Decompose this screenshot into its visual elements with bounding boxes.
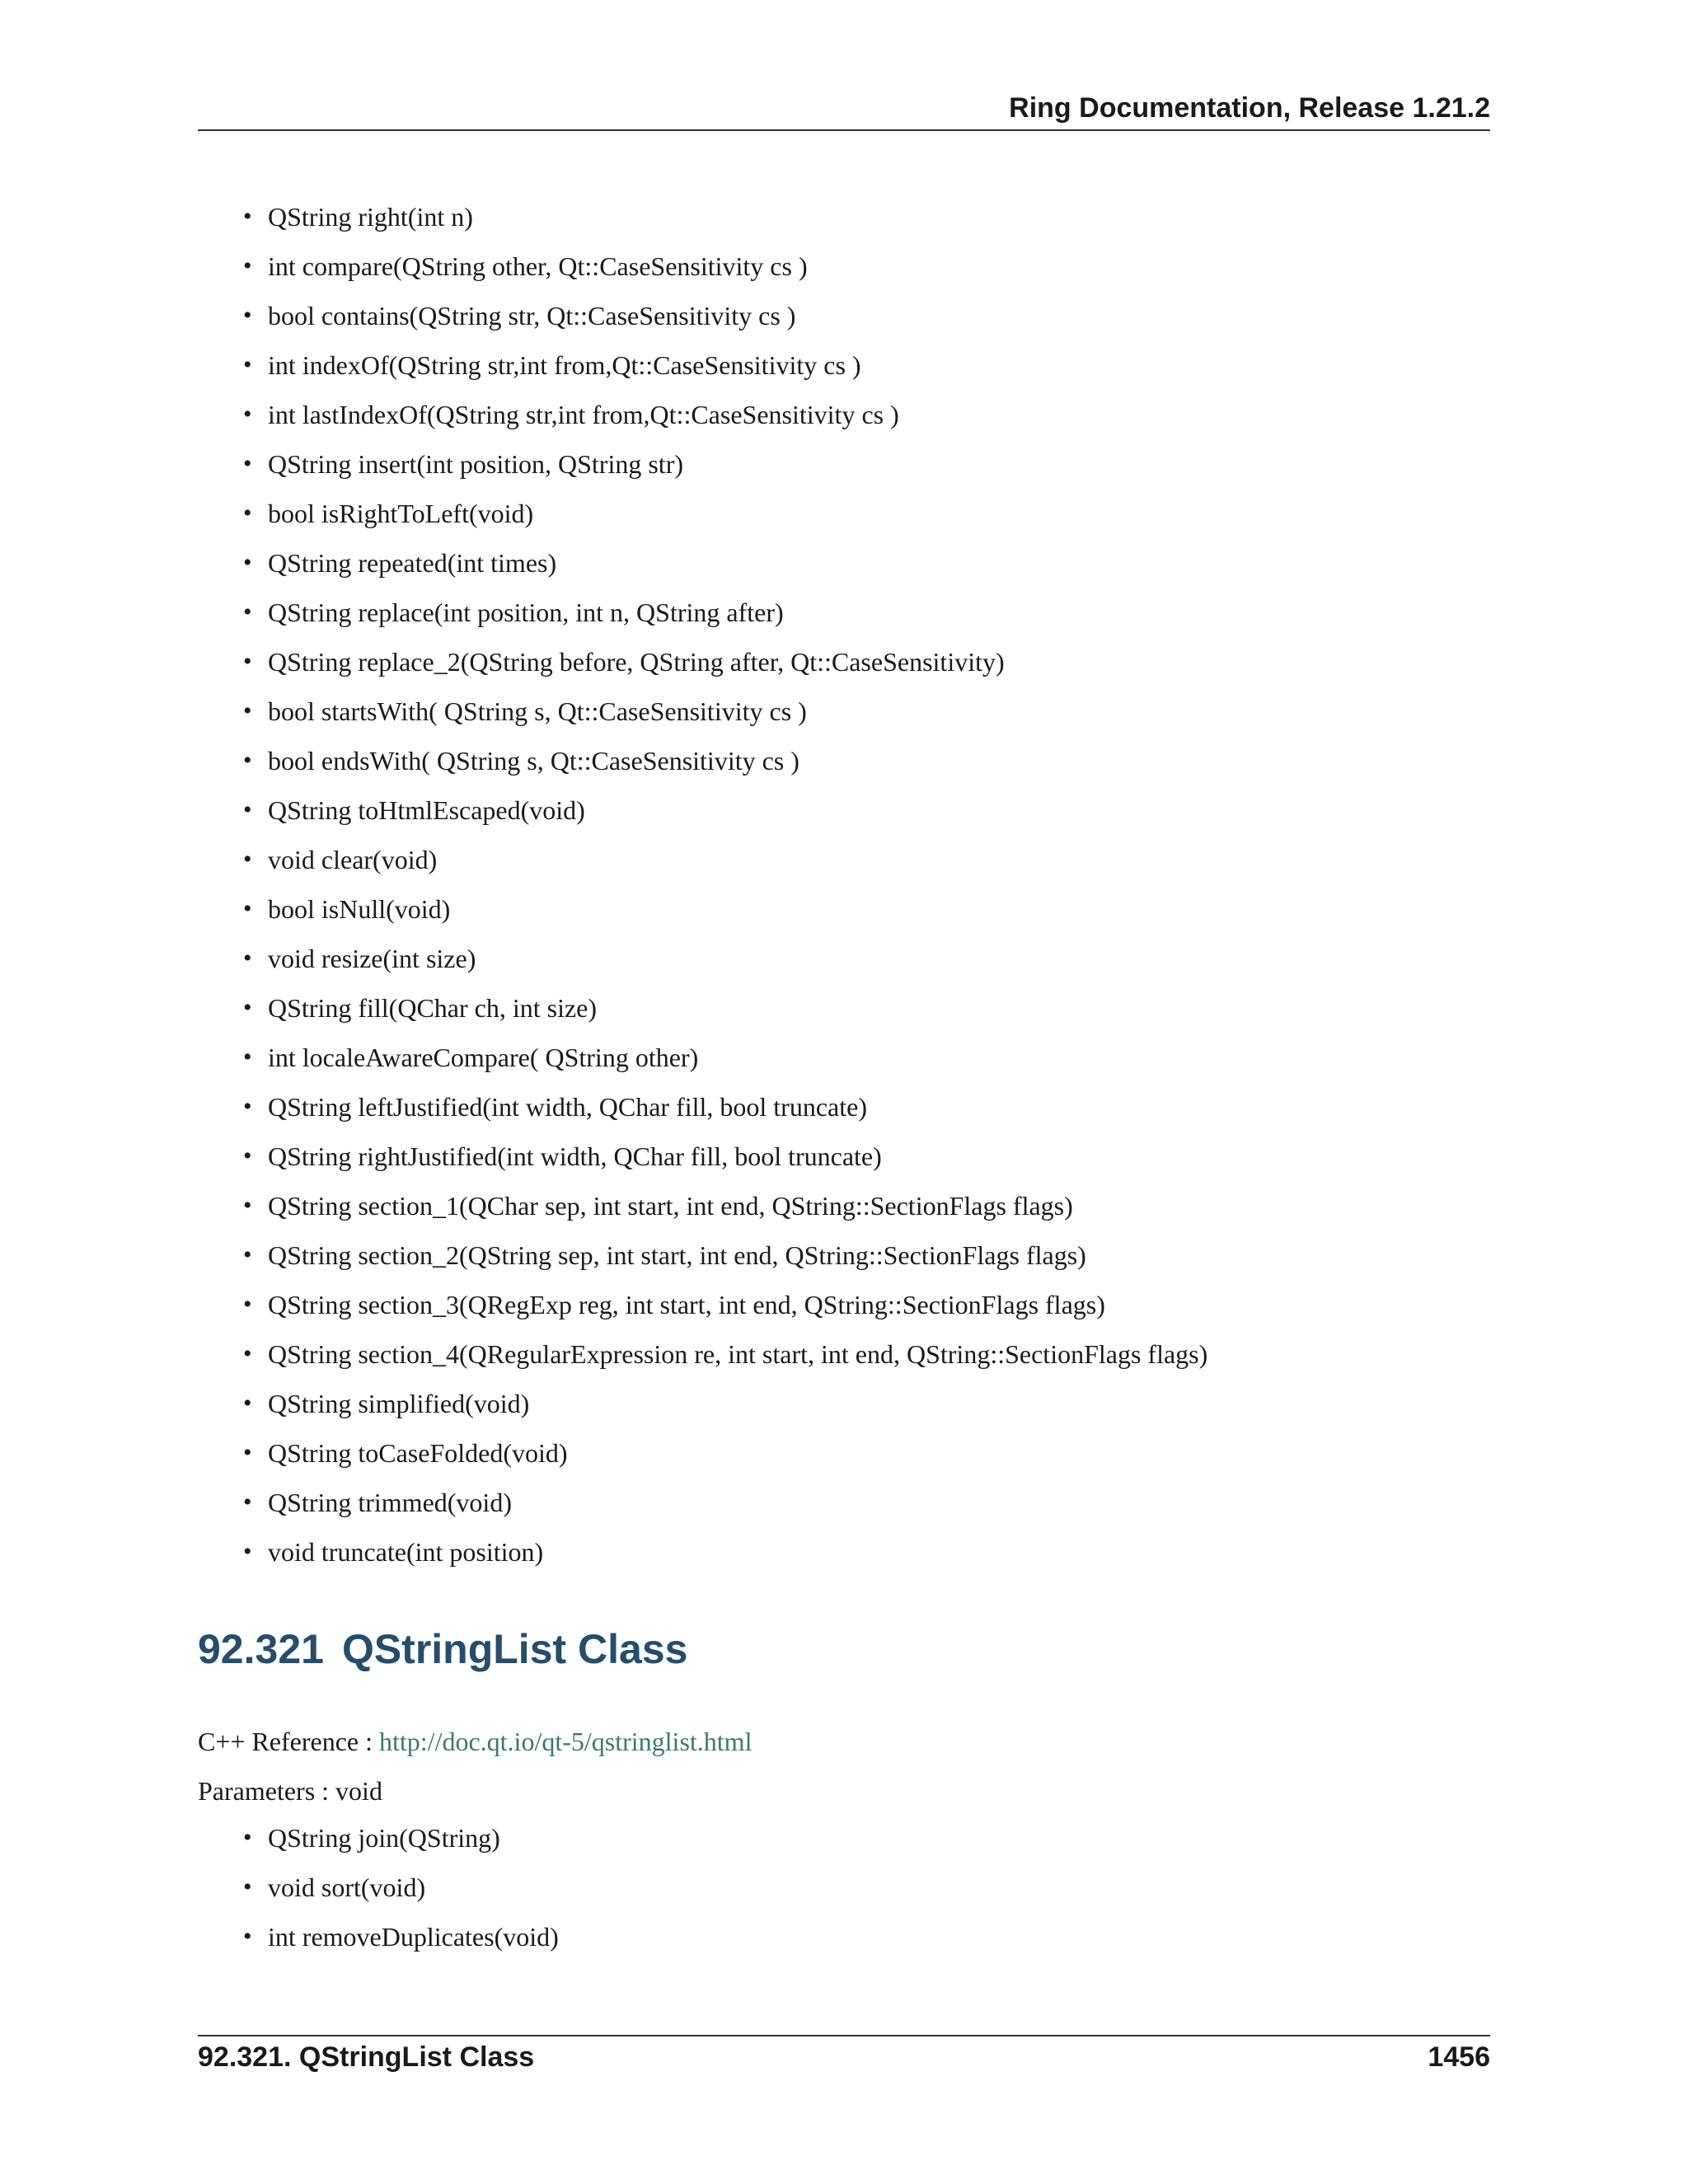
method-item: • int compare(QString other, Qt::CaseSensitivity cs ) <box>243 241 1207 291</box>
header-divider <box>198 129 1490 131</box>
method-item: • QString fill(QChar ch, int size) <box>243 983 1207 1033</box>
method-item: • void sort(void) <box>243 1863 559 1912</box>
method-item: • QString section_4(QRegularExpression re, int start, int end, QString::SectionFlags flags) <box>243 1329 1207 1379</box>
running-header: Ring Documentation, Release 1.21.2 <box>1009 92 1490 124</box>
method-item: • bool isRightToLeft(void) <box>243 489 1207 538</box>
method-item: • QString section_2(QString sep, int start, int end, QString::SectionFlags flags) <box>243 1230 1207 1280</box>
method-item: • bool contains(QString str, Qt::CaseSensitivity cs ) <box>243 291 1207 340</box>
method-item: • QString section_3(QRegExp reg, int start, int end, QString::SectionFlags flags) <box>243 1280 1207 1329</box>
parameters-line <box>198 1774 382 1807</box>
method-item: • QString section_1(QChar sep, int start, int end, QString::SectionFlags flags) <box>243 1181 1207 1230</box>
footer-section: 92.321. QStringList Class <box>198 2041 535 2073</box>
method-item: • QString insert(int position, QString str) <box>243 439 1207 489</box>
page-footer <box>198 2041 1490 2074</box>
method-item: • bool isNull(void) <box>243 884 1207 934</box>
method-list-qstringlist <box>243 1813 559 1961</box>
method-item: • QString right(int n) <box>243 192 1207 241</box>
method-item: • QString simplified(void) <box>243 1379 1207 1428</box>
section-heading <box>198 1625 687 1673</box>
cpp-reference-line <box>198 1725 752 1758</box>
method-item: • int localeAwareCompare( QString other) <box>243 1033 1207 1082</box>
method-item: • int indexOf(QString str,int from,Qt::CaseSensitivity cs ) <box>243 340 1207 390</box>
page-number: 1456 <box>1428 2041 1490 2073</box>
method-item: • QString replace(int position, int n, QString after) <box>243 588 1207 637</box>
method-item: • QString trimmed(void) <box>243 1478 1207 1527</box>
method-item: • bool endsWith( QString s, Qt::CaseSensitivity cs ) <box>243 736 1207 785</box>
parameters-value: void <box>335 1776 382 1806</box>
method-item: • bool startsWith( QString s, Qt::CaseSensitivity cs ) <box>243 687 1207 736</box>
method-item: • QString toHtmlEscaped(void) <box>243 785 1207 835</box>
section-number: 92.321 <box>198 1626 324 1672</box>
method-item: • void clear(void) <box>243 835 1207 884</box>
method-item: • QString replace_2(QString before, QString after, Qt::CaseSensitivity) <box>243 637 1207 687</box>
parameters-label: Parameters : <box>198 1776 330 1806</box>
method-item: • QString join(QString) <box>243 1813 559 1863</box>
method-list-qstring <box>243 192 1207 1577</box>
section-title-text: QStringList Class <box>341 1626 688 1672</box>
cpp-reference-label: C++ Reference : <box>198 1727 373 1756</box>
method-item: • QString leftJustified(int width, QChar fill, bool truncate) <box>243 1082 1207 1132</box>
footer-divider <box>198 2035 1490 2036</box>
method-item: • QString toCaseFolded(void) <box>243 1428 1207 1478</box>
method-item: • QString rightJustified(int width, QChar fill, bool truncate) <box>243 1132 1207 1181</box>
method-item: • void truncate(int position) <box>243 1527 1207 1577</box>
method-item: • QString repeated(int times) <box>243 538 1207 588</box>
method-item: • int removeDuplicates(void) <box>243 1912 559 1961</box>
cpp-reference-link[interactable]: http://doc.qt.io/qt-5/qstringlist.html <box>379 1727 753 1756</box>
method-item: • int lastIndexOf(QString str,int from,Qt::CaseSensitivity cs ) <box>243 390 1207 439</box>
method-item: • void resize(int size) <box>243 934 1207 983</box>
